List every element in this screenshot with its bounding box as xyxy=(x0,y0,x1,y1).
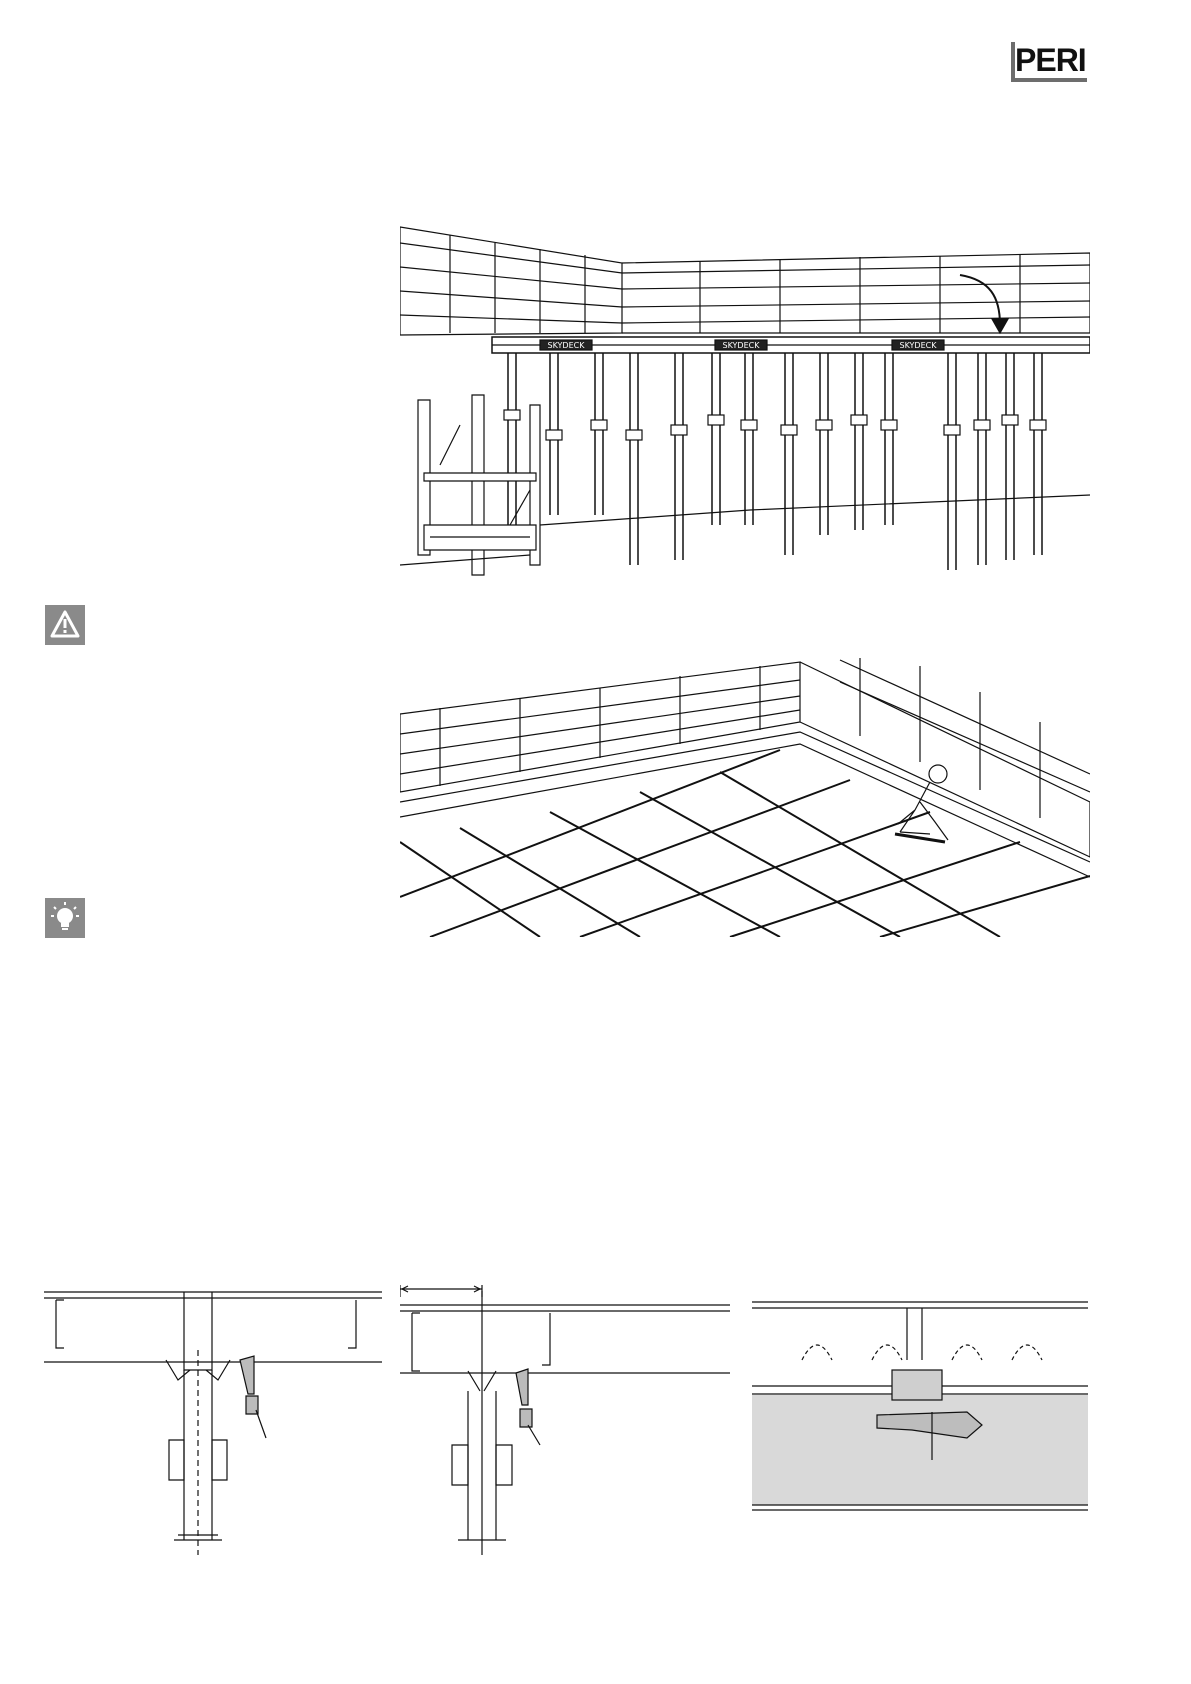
deck-grid-drawing xyxy=(400,652,1090,937)
prop-head-section-2 xyxy=(400,1285,730,1555)
slab-formwork-drawing xyxy=(400,225,1090,585)
peri-logo xyxy=(1005,42,1089,82)
warning-icon xyxy=(45,605,85,645)
deck-label-2: SKYDECK xyxy=(722,341,760,350)
deck-label-3: SKYDECK xyxy=(899,341,937,350)
detail-drawing-1 xyxy=(44,1290,382,1555)
deck-label-1: SKYDECK xyxy=(547,341,585,350)
tip-badge xyxy=(45,898,85,938)
beam-connection-elevation xyxy=(752,1300,1088,1525)
peri-logo-text: PERI xyxy=(1015,42,1086,78)
detail-drawing-3 xyxy=(752,1300,1088,1525)
detail-drawing-2 xyxy=(400,1285,730,1555)
lightbulb-icon xyxy=(45,898,85,938)
figure-deck-grid-worker xyxy=(400,652,1090,937)
figure-slab-formwork-props xyxy=(400,225,1090,585)
warning-badge xyxy=(45,605,85,645)
prop-head-section-1 xyxy=(44,1290,382,1555)
